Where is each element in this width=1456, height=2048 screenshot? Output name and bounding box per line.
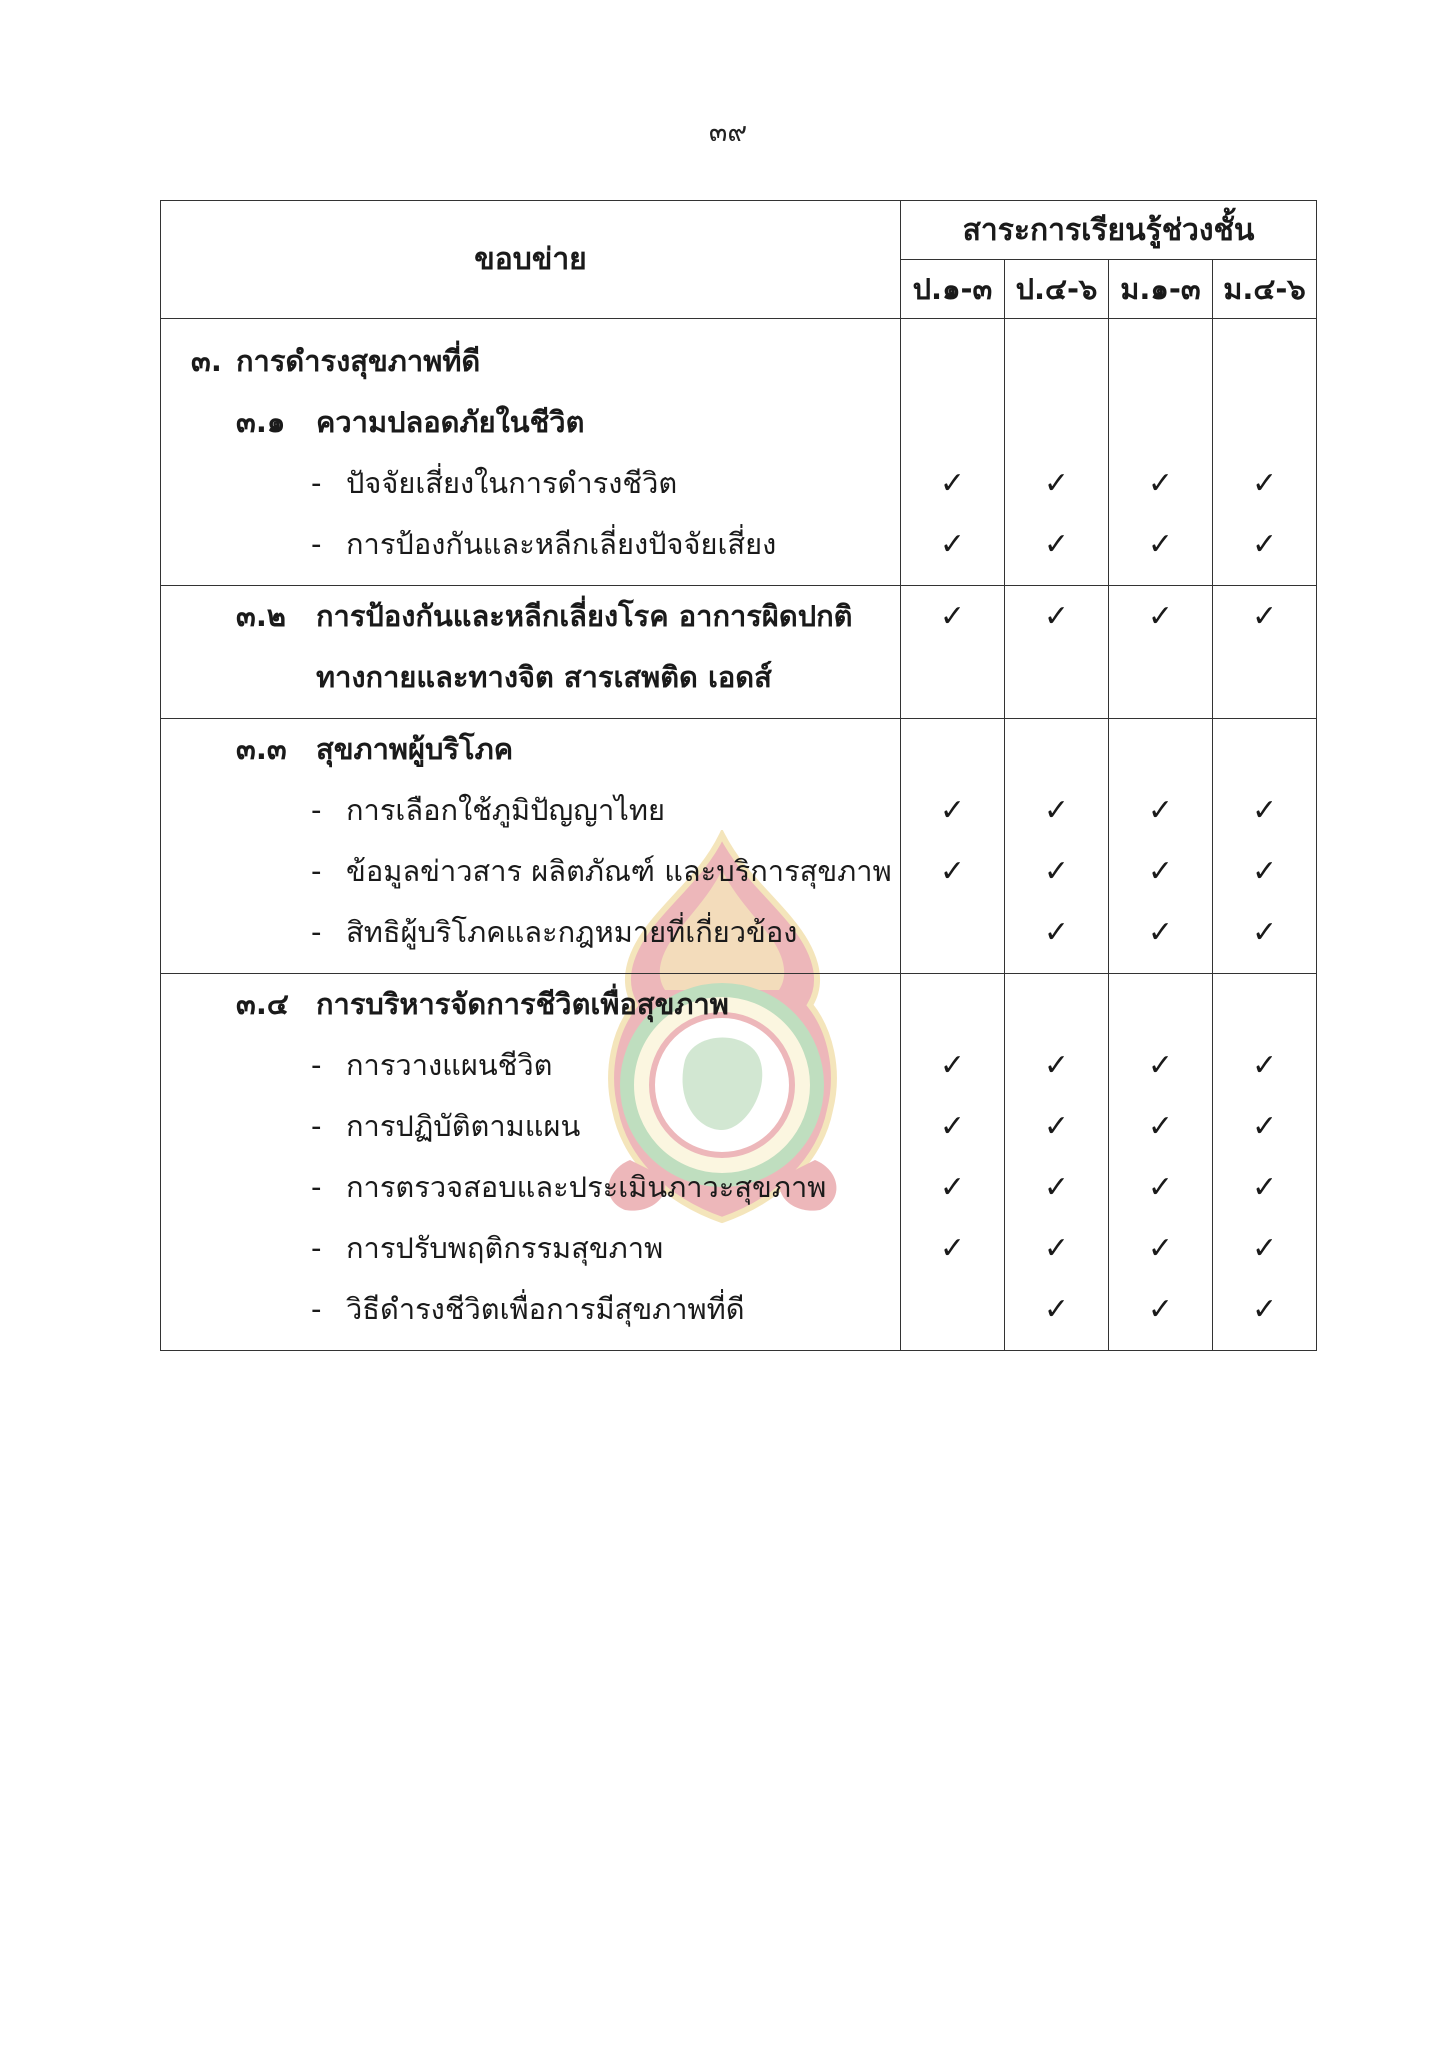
header-row bbox=[161, 201, 1317, 260]
bullet-dash: - bbox=[311, 1048, 322, 1082]
item-label: การปรับพฤติกรรมสุขภาพ bbox=[346, 1231, 664, 1265]
list-item bbox=[161, 841, 900, 902]
check-mark-icon: ✓ bbox=[1251, 1170, 1278, 1205]
level-header-m1-3: ม.๑-๓ bbox=[1109, 260, 1213, 319]
check-mark-icon bbox=[901, 902, 1004, 963]
check-mark-icon: ✓ bbox=[1147, 793, 1174, 828]
bullet-dash: - bbox=[311, 854, 322, 888]
check-mark-icon: ✓ bbox=[1043, 1109, 1070, 1144]
item-label: ข้อมูลข่าวสาร ผลิตภัณฑ์ และบริการสุขภาพ bbox=[346, 854, 892, 888]
subsection-number: ๓.๔ bbox=[236, 987, 289, 1021]
subsection-label: การบริหารจัดการชีวิตเพื่อสุขภาพ bbox=[316, 987, 729, 1021]
check-mark-icon: ✓ bbox=[1147, 527, 1174, 562]
check-mark-icon: ✓ bbox=[1147, 1048, 1174, 1083]
check-mark-icon: ✓ bbox=[1043, 854, 1070, 889]
item-label: การปฏิบัติตามแผน bbox=[346, 1109, 581, 1143]
check-mark-icon: ✓ bbox=[1147, 915, 1174, 950]
level-cell bbox=[1109, 586, 1213, 719]
item-label: วิธีดำรงชีวิตเพื่อการมีสุขภาพที่ดี bbox=[346, 1292, 745, 1326]
level-cell bbox=[901, 319, 1005, 586]
bullet-dash: - bbox=[311, 466, 322, 500]
item-label: การวางแผนชีวิต bbox=[346, 1048, 553, 1082]
check-mark-icon: ✓ bbox=[1251, 1109, 1278, 1144]
section-heading-3 bbox=[161, 331, 900, 392]
subsection-heading-3-4 bbox=[161, 974, 900, 1035]
list-item bbox=[161, 1218, 900, 1279]
check-mark-icon: ✓ bbox=[1251, 466, 1278, 501]
bullet-dash: - bbox=[311, 793, 322, 827]
curriculum-table bbox=[160, 200, 1317, 1351]
check-mark-icon: ✓ bbox=[1251, 854, 1278, 889]
level-group-header: สาระการเรียนรู้ช่วงชั้น bbox=[901, 201, 1317, 260]
item-label: ปัจจัยเสี่ยงในการดำรงชีวิต bbox=[346, 466, 678, 500]
check-mark-icon: ✓ bbox=[1251, 793, 1278, 828]
check-mark-icon: ✓ bbox=[939, 793, 966, 828]
level-header-p4-6: ป.๔-๖ bbox=[1005, 260, 1109, 319]
subsection-number: ๓.๒ bbox=[236, 599, 286, 633]
bullet-dash: - bbox=[311, 1109, 322, 1143]
check-mark-icon: ✓ bbox=[939, 466, 966, 501]
list-item bbox=[161, 453, 900, 514]
subsection-label: การป้องกันและหลีกเลี่ยงโรค อาการผิดปกติ bbox=[316, 599, 853, 633]
item-label: การตรวจสอบและประเมินภาวะสุขภาพ bbox=[346, 1170, 827, 1204]
check-mark-icon: ✓ bbox=[1043, 1170, 1070, 1205]
level-cell bbox=[1109, 974, 1213, 1351]
list-item bbox=[161, 1035, 900, 1096]
level-cell bbox=[1109, 319, 1213, 586]
subsection-label: สุขภาพผู้บริโภค bbox=[316, 732, 514, 766]
level-cell bbox=[901, 974, 1005, 1351]
list-item bbox=[161, 1279, 900, 1340]
item-label: การเลือกใช้ภูมิปัญญาไทย bbox=[346, 793, 665, 827]
level-cell bbox=[1109, 719, 1213, 974]
section-block-3-1 bbox=[161, 319, 1317, 586]
topic-cell bbox=[161, 586, 901, 719]
check-mark-icon: ✓ bbox=[1147, 466, 1174, 501]
subsection-heading-continued bbox=[161, 647, 900, 708]
bullet-dash: - bbox=[311, 1292, 322, 1326]
bullet-dash: - bbox=[311, 1170, 322, 1204]
check-mark-icon: ✓ bbox=[1251, 915, 1278, 950]
check-mark-icon: ✓ bbox=[1043, 599, 1070, 634]
check-mark-icon: ✓ bbox=[1147, 1292, 1174, 1327]
check-mark-icon: ✓ bbox=[939, 1048, 966, 1083]
bullet-dash: - bbox=[311, 527, 322, 561]
check-mark-icon: ✓ bbox=[1251, 1231, 1278, 1266]
check-mark-icon: ✓ bbox=[1147, 854, 1174, 889]
topic-cell bbox=[161, 719, 901, 974]
list-item bbox=[161, 1096, 900, 1157]
level-cell bbox=[901, 586, 1005, 719]
bullet-dash: - bbox=[311, 1231, 322, 1265]
subsection-heading-3-1 bbox=[161, 392, 900, 453]
check-mark-icon: ✓ bbox=[939, 1231, 966, 1266]
topic-header: ขอบข่าย bbox=[161, 201, 901, 319]
check-mark-icon: ✓ bbox=[939, 1109, 966, 1144]
list-item bbox=[161, 780, 900, 841]
level-cell bbox=[1005, 719, 1109, 974]
item-label: สิทธิผู้บริโภคและกฎหมายที่เกี่ยวข้อง bbox=[346, 915, 798, 949]
subsection-label: ทางกายและทางจิต สารเสพติด เอดส์ bbox=[316, 660, 772, 694]
level-cell bbox=[901, 719, 1005, 974]
section-label: การดำรงสุขภาพที่ดี bbox=[236, 344, 481, 378]
list-item bbox=[161, 514, 900, 575]
subsection-number: ๓.๑ bbox=[236, 405, 286, 439]
section-block-3-3 bbox=[161, 719, 1317, 974]
level-cell bbox=[1213, 586, 1317, 719]
bullet-dash: - bbox=[311, 915, 322, 949]
level-header-p1-3: ป.๑-๓ bbox=[901, 260, 1005, 319]
level-cell bbox=[1213, 719, 1317, 974]
level-cell bbox=[1005, 974, 1109, 1351]
check-mark-icon: ✓ bbox=[939, 854, 966, 889]
check-mark-icon: ✓ bbox=[939, 1170, 966, 1205]
topic-cell bbox=[161, 974, 901, 1351]
check-mark-icon: ✓ bbox=[1147, 1170, 1174, 1205]
level-cell bbox=[1213, 974, 1317, 1351]
subsection-heading-3-3 bbox=[161, 719, 900, 780]
level-cell bbox=[1005, 586, 1109, 719]
check-mark-icon: ✓ bbox=[1147, 1109, 1174, 1144]
topic-cell bbox=[161, 319, 901, 586]
section-block-3-4 bbox=[161, 974, 1317, 1351]
list-item bbox=[161, 1157, 900, 1218]
check-mark-icon: ✓ bbox=[1043, 793, 1070, 828]
check-mark-icon: ✓ bbox=[939, 599, 966, 634]
level-cell bbox=[1213, 319, 1317, 586]
item-label: การป้องกันและหลีกเลี่ยงปัจจัยเสี่ยง bbox=[346, 527, 777, 561]
subsection-number: ๓.๓ bbox=[236, 732, 287, 766]
check-mark-icon: ✓ bbox=[939, 527, 966, 562]
check-mark-icon: ✓ bbox=[1251, 599, 1278, 634]
check-mark-icon: ✓ bbox=[1043, 527, 1070, 562]
check-mark-icon: ✓ bbox=[1043, 1231, 1070, 1266]
check-mark-icon: ✓ bbox=[1251, 1048, 1278, 1083]
check-mark-icon: ✓ bbox=[1043, 1048, 1070, 1083]
check-mark-icon: ✓ bbox=[1147, 599, 1174, 634]
section-block-3-2 bbox=[161, 586, 1317, 719]
list-item bbox=[161, 902, 900, 963]
check-mark-icon: ✓ bbox=[1043, 466, 1070, 501]
check-mark-icon: ✓ bbox=[1251, 1292, 1278, 1327]
subsection-label: ความปลอดภัยในชีวิต bbox=[316, 405, 585, 439]
check-mark-icon: ✓ bbox=[1043, 915, 1070, 950]
check-mark-icon: ✓ bbox=[1147, 1231, 1174, 1266]
check-mark-icon: ✓ bbox=[1251, 527, 1278, 562]
level-cell bbox=[1005, 319, 1109, 586]
subsection-heading-3-2 bbox=[161, 586, 900, 647]
check-mark-icon bbox=[901, 1279, 1004, 1340]
page-number: ๓๙ bbox=[708, 117, 748, 148]
section-number: ๓. bbox=[191, 344, 222, 378]
level-header-m4-6: ม.๔-๖ bbox=[1213, 260, 1317, 319]
check-mark-icon: ✓ bbox=[1043, 1292, 1070, 1327]
